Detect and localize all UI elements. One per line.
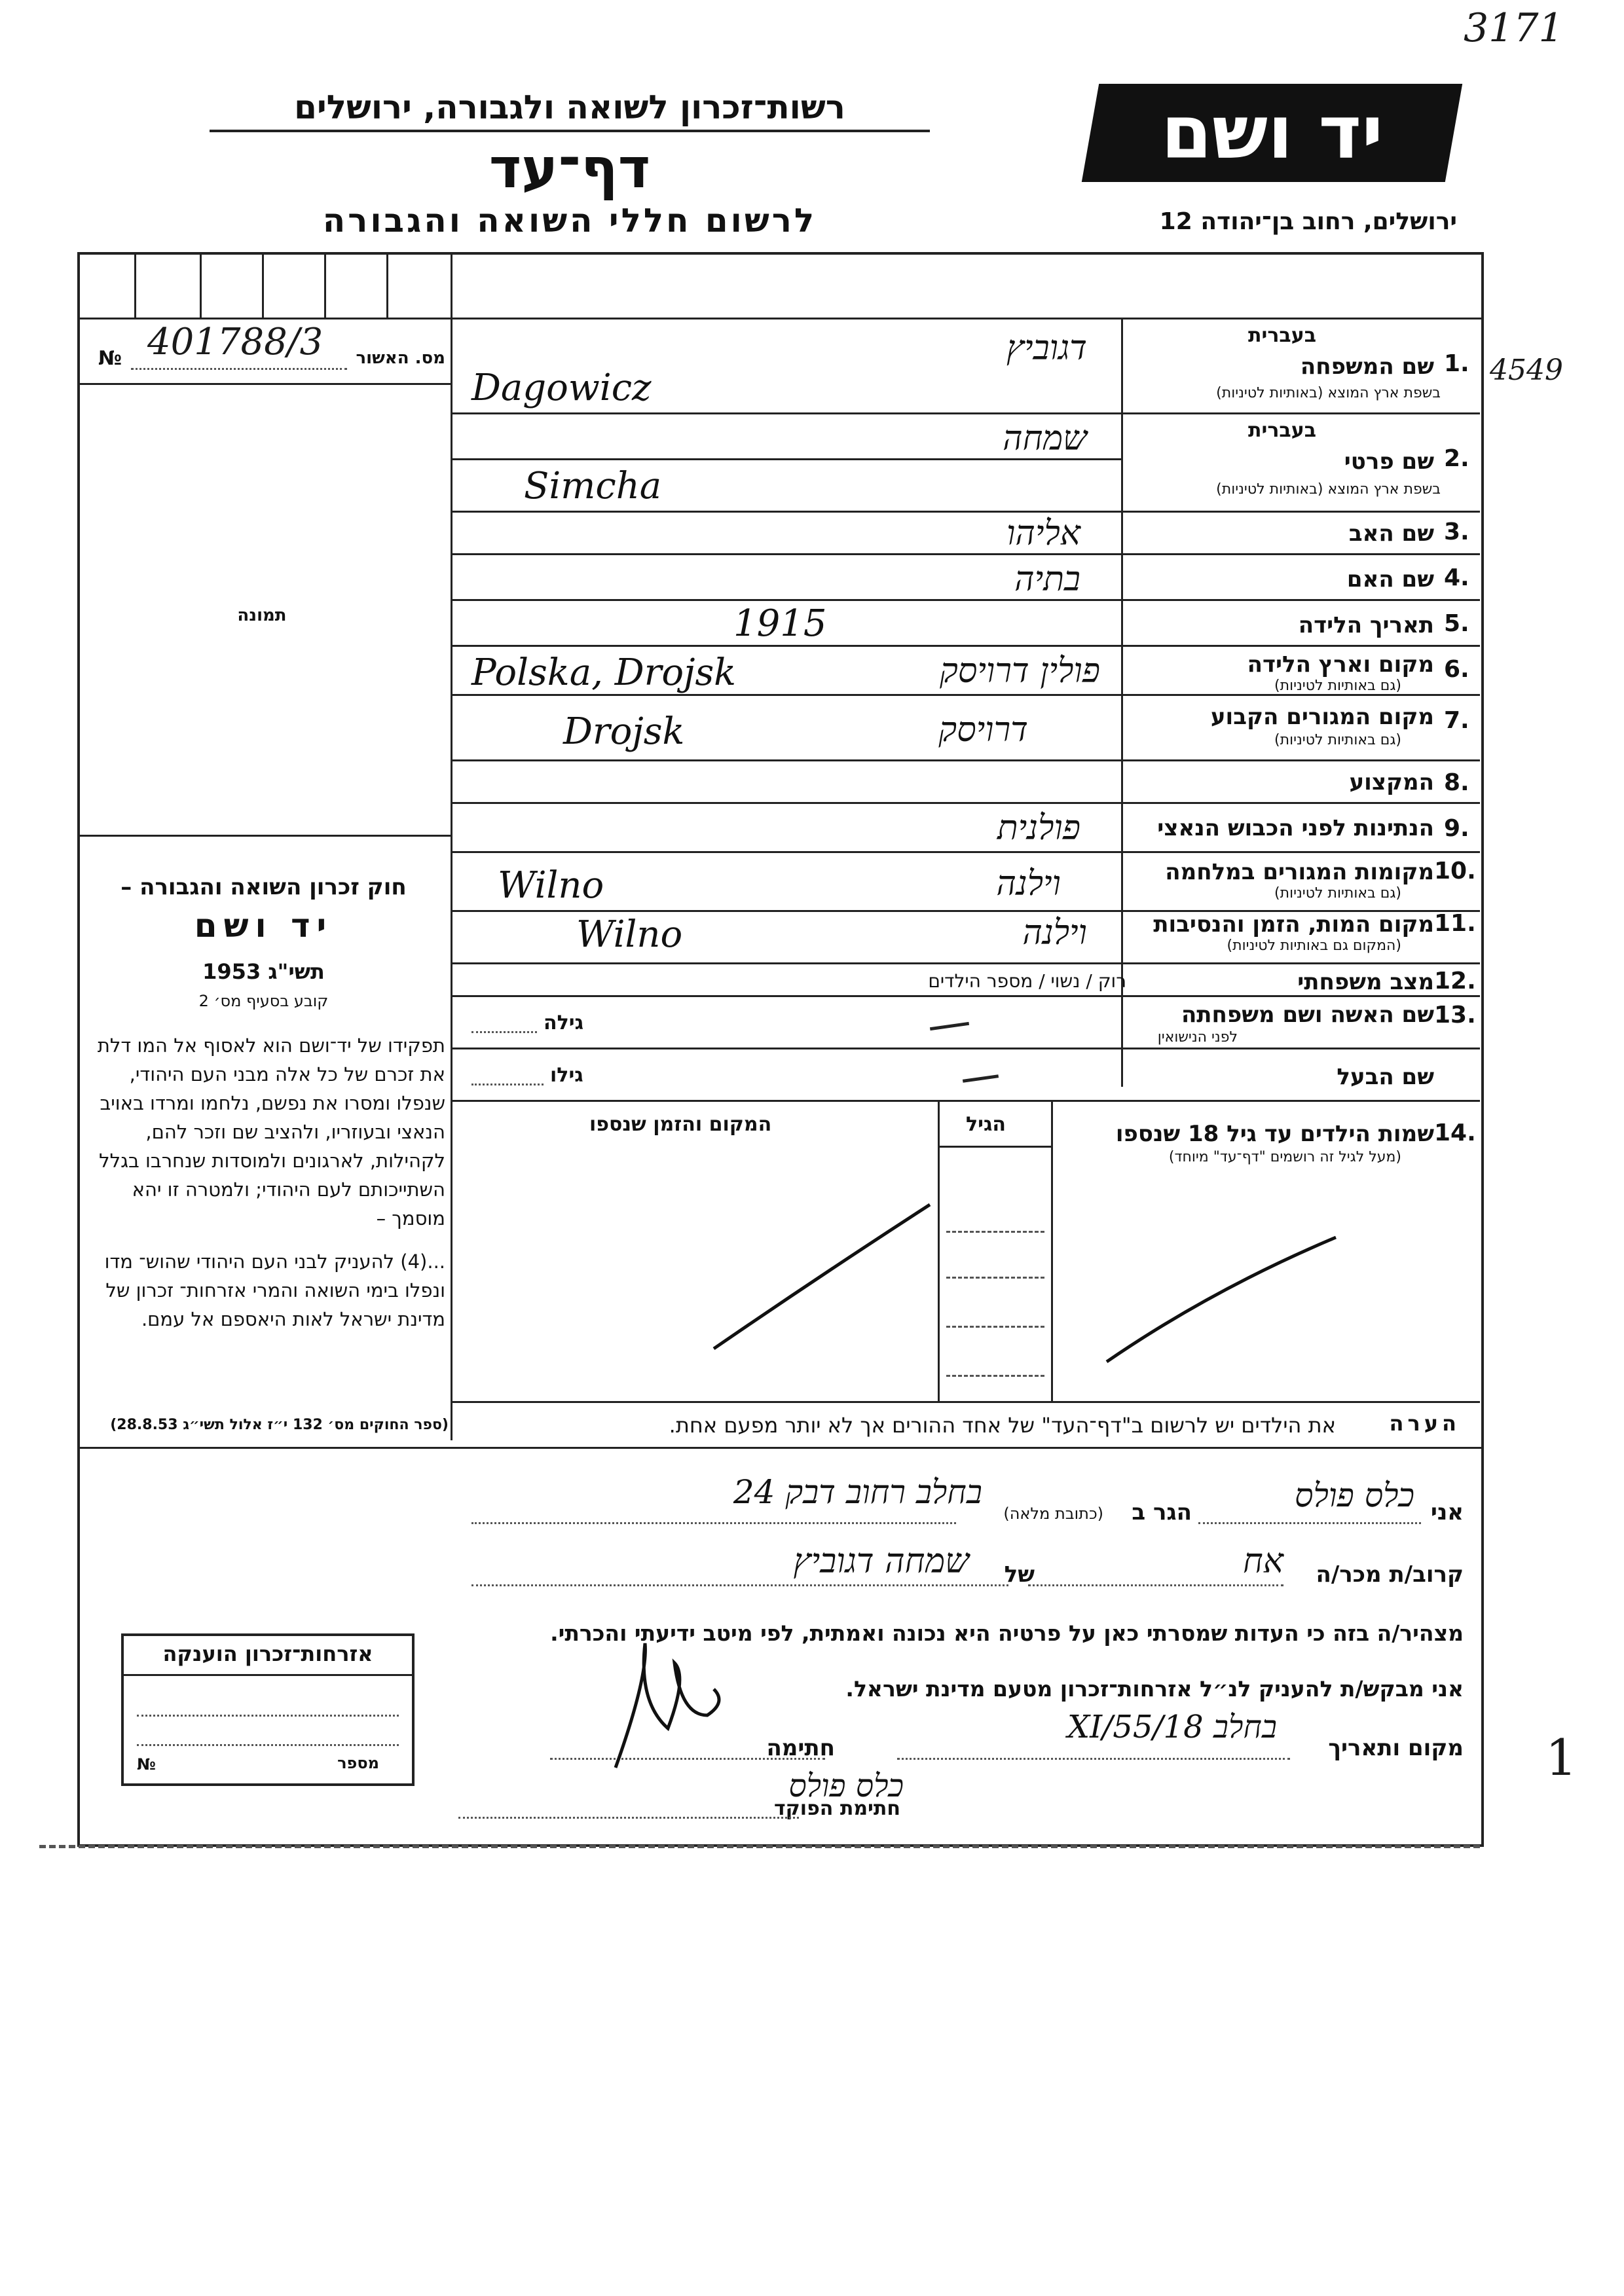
birth-date: 1915 [733,602,827,645]
law-title: חוק זכרון השואה והגבורה – [120,874,407,900]
field-3-label: שם האב [1348,520,1434,547]
firstname-hebrew: שמחה [1003,419,1087,458]
field-6-sub: (גם באותיות לטיניות) [1274,678,1401,694]
approval-number: 401788/3 [147,321,323,363]
note-text: את הילדים יש לרשום ב"דף־העד" של אחד ההורים אך לא יותר מפעם אחת. [669,1413,1336,1438]
field-1-hebrew-tag: בעברית [1248,324,1316,347]
death-place-latin: Wilno [576,913,683,956]
field-10-number: 10. [1434,858,1476,884]
field-13-label: שם האשה ושם משפחתה [1181,1002,1434,1028]
citizenship-box-line-2 [137,1744,399,1746]
authority-title: רשות־זכרון לשואה ולגבורה, ירושלים [294,88,845,126]
signature-stroke [616,1643,719,1768]
relation-value: אח [1243,1542,1283,1581]
field-2-hebrew-tag: בעברית [1248,419,1316,442]
surname-hebrew: דגוביץ [1006,329,1087,368]
law-paragraph-2: ...(4) להעניק לבני העם היהודי שהוש־ מדו ונפלו בימי השואה והמרי אזרחות־ זכרון של מדינת ישראל לאות היאספם אל עמם. [104,1250,445,1330]
archive-number: 3171 [1464,5,1564,51]
field-5-number: 5. [1444,610,1469,637]
residence-hebrew: דרויסק [938,710,1028,750]
law-year: תשי"ג 1953 [202,959,325,984]
birthplace-hebrew: פולין דרויסק [939,651,1100,691]
field-6-label: מקום וארץ הלידה [1247,651,1434,678]
request-text: אני מבקש/ת להעניק לנ״ל אזרחות־זכרון מטעם מדינת ישראל. [845,1676,1464,1702]
wartime-residence-latin: Wilno [498,864,604,907]
law-paragraph-1: תפקידו של יד־ושם הוא לאסוף אל המו דלת את זכרם של כל אלה מבני העם היהודי, שנפלו ומסרו את נפשם, נלחמו ומרדו באויב הנאצי ובעוזריו, ולהציב שם וזכר להם, לקהילות, לארגונים ולמוסדות שנחרבו בגלל השתייכותם לעם היהודי; ולמטרה זו יהא מוסמך – [97,1034,445,1230]
clerk-line [458,1817,799,1819]
citizenship-box-line-1 [137,1715,399,1717]
field-10-label: מקומות המגורים במלחמה [1165,859,1434,885]
address-hint: (כתובת מלאה) [1003,1504,1103,1523]
children-sub: (מעל לגיל זה רושמים "דף־עד" מיוחד) [1168,1149,1401,1165]
husband-age-label: גילו [550,1064,583,1087]
citizenship-box [121,1633,415,1786]
field-8-number: 8. [1444,769,1469,796]
signature-label: חתימה [766,1735,835,1761]
page-bottom-edge [39,1845,1480,1848]
father-name: אליהו [1006,514,1080,553]
field-2-sub: בשפת ארץ המוצא (באותיות לטיניות) [1216,481,1441,498]
approval-label: מס. האשור [356,348,445,368]
field-12-number: 12. [1434,968,1476,994]
field-5-label: תאריך הלידה [1298,612,1434,638]
field-12-label: מצב משפחתי [1297,969,1434,995]
field-1-number: 1. [1444,350,1469,377]
field-12-options: רוק / נשוי / מספר הילדים [928,970,1126,992]
of-name: שמחה דגוביץ [793,1542,969,1581]
field-9-number: 9. [1444,815,1469,842]
address: ירושלים, רחוב בן־יהודה 12 [1159,208,1457,235]
declarant-name: כלס פולס [1295,1476,1414,1514]
law-name: יד ושם [194,907,333,945]
children-col-age: הגיל [966,1113,1006,1136]
children-label: שמות הילדים עד גיל 18 שנספו [1115,1121,1434,1147]
field-6-number: 6. [1444,656,1469,683]
form-subtitle: לרשום חללי השואה והגבורה [322,202,817,240]
husband-label: שם הבעל [1337,1064,1434,1090]
firstname-latin: Simcha [524,465,662,507]
resides-label: הגר ב [1132,1499,1192,1525]
field-1-label: שם המשפחה [1300,354,1434,380]
clerk-label: חתימת הפוקד [774,1797,900,1820]
field-4-number: 4. [1444,564,1469,591]
children-col-place: המקום והזמן שנספו [589,1113,772,1136]
wartime-residence-hebrew: וילנה [996,864,1061,903]
death-place-hebrew: וילנה [1022,913,1087,953]
field-9-label: הנתינות לפני הכבוש הנאצי [1157,815,1434,841]
field-11-sub: (המקום גם באותיות לטיניות) [1227,938,1401,954]
field-4-label: שם האם [1346,566,1434,592]
field-2-label: שם פרטי [1344,448,1434,475]
field-7-sub: (גם באותיות לטיניות) [1274,732,1401,748]
margin-number: 4549 [1490,354,1563,387]
field-7-label: מקום המגורים הקבוע [1210,704,1434,730]
declarant-address: בחלב רחוב דבק 24 [733,1473,982,1511]
field-11-label: מקום המות, הזמן והנסיבות [1153,911,1434,938]
relation-label: קרוב/ת מכר/ה [1316,1561,1464,1588]
law-clause: קובע בסעיף מס׳ 2 [198,992,329,1010]
field-11-number: 11. [1434,910,1476,937]
approval-no-sign: № [98,347,122,370]
field-3-number: 3. [1444,519,1469,545]
note-label: הערה [1389,1411,1460,1436]
field-10-sub: (גם באותיות לטיניות) [1274,885,1401,902]
field-1-sub: בשפת ארץ המוצא (באותיות לטיניות) [1216,385,1441,401]
law-reference: (ספר החוקים מס׳ 132 י״ז אלול תשי״ג 28.8.53) [110,1417,449,1433]
citizenship-box-title: אזרחות־זכרון הוענקה [162,1641,373,1666]
surname-latin: Dagowicz [471,367,652,409]
margin-mark: 1 [1545,1728,1578,1787]
residence-latin: Drojsk [563,710,685,753]
of-label: של [1004,1561,1035,1588]
wife-age-label: גילה [544,1011,583,1034]
citizenship-box-number-label: מספר [337,1754,379,1772]
field-14-number: 14. [1434,1120,1476,1146]
form-title: דף־עד [489,136,651,200]
field-2-number: 2. [1444,445,1469,472]
place-date-label: מקום ותאריך [1328,1735,1464,1761]
birthplace-latin: Polska, Drojsk [471,651,737,694]
logo-text: יד ושם [1160,90,1384,175]
field-7-number: 7. [1444,707,1469,734]
place-date-value: בחלב 18/XI/55 [1067,1709,1277,1745]
citizenship-box-no-sign: № [137,1755,156,1774]
clerk-name: כלס פולס [788,1768,904,1804]
photo-label: תמונה [237,606,287,625]
citizenship-box-title-line [124,1674,412,1676]
field-13-number: 13. [1434,1002,1476,1029]
field-8-label: המקצוע [1349,769,1434,795]
field-13-sub: לפני הנישואין [1157,1029,1238,1046]
citizenship-value: פולנית [997,809,1080,848]
declarant-i-am: אני [1430,1499,1464,1525]
mother-name: בתיה [1014,560,1080,599]
declaration-text: מצהיר/ה בזה כי העדות שמסרתי כאן על פרטיה היא נכונה ואמתית, לפי מיטב ידיעתי והכרתי. [550,1620,1464,1646]
